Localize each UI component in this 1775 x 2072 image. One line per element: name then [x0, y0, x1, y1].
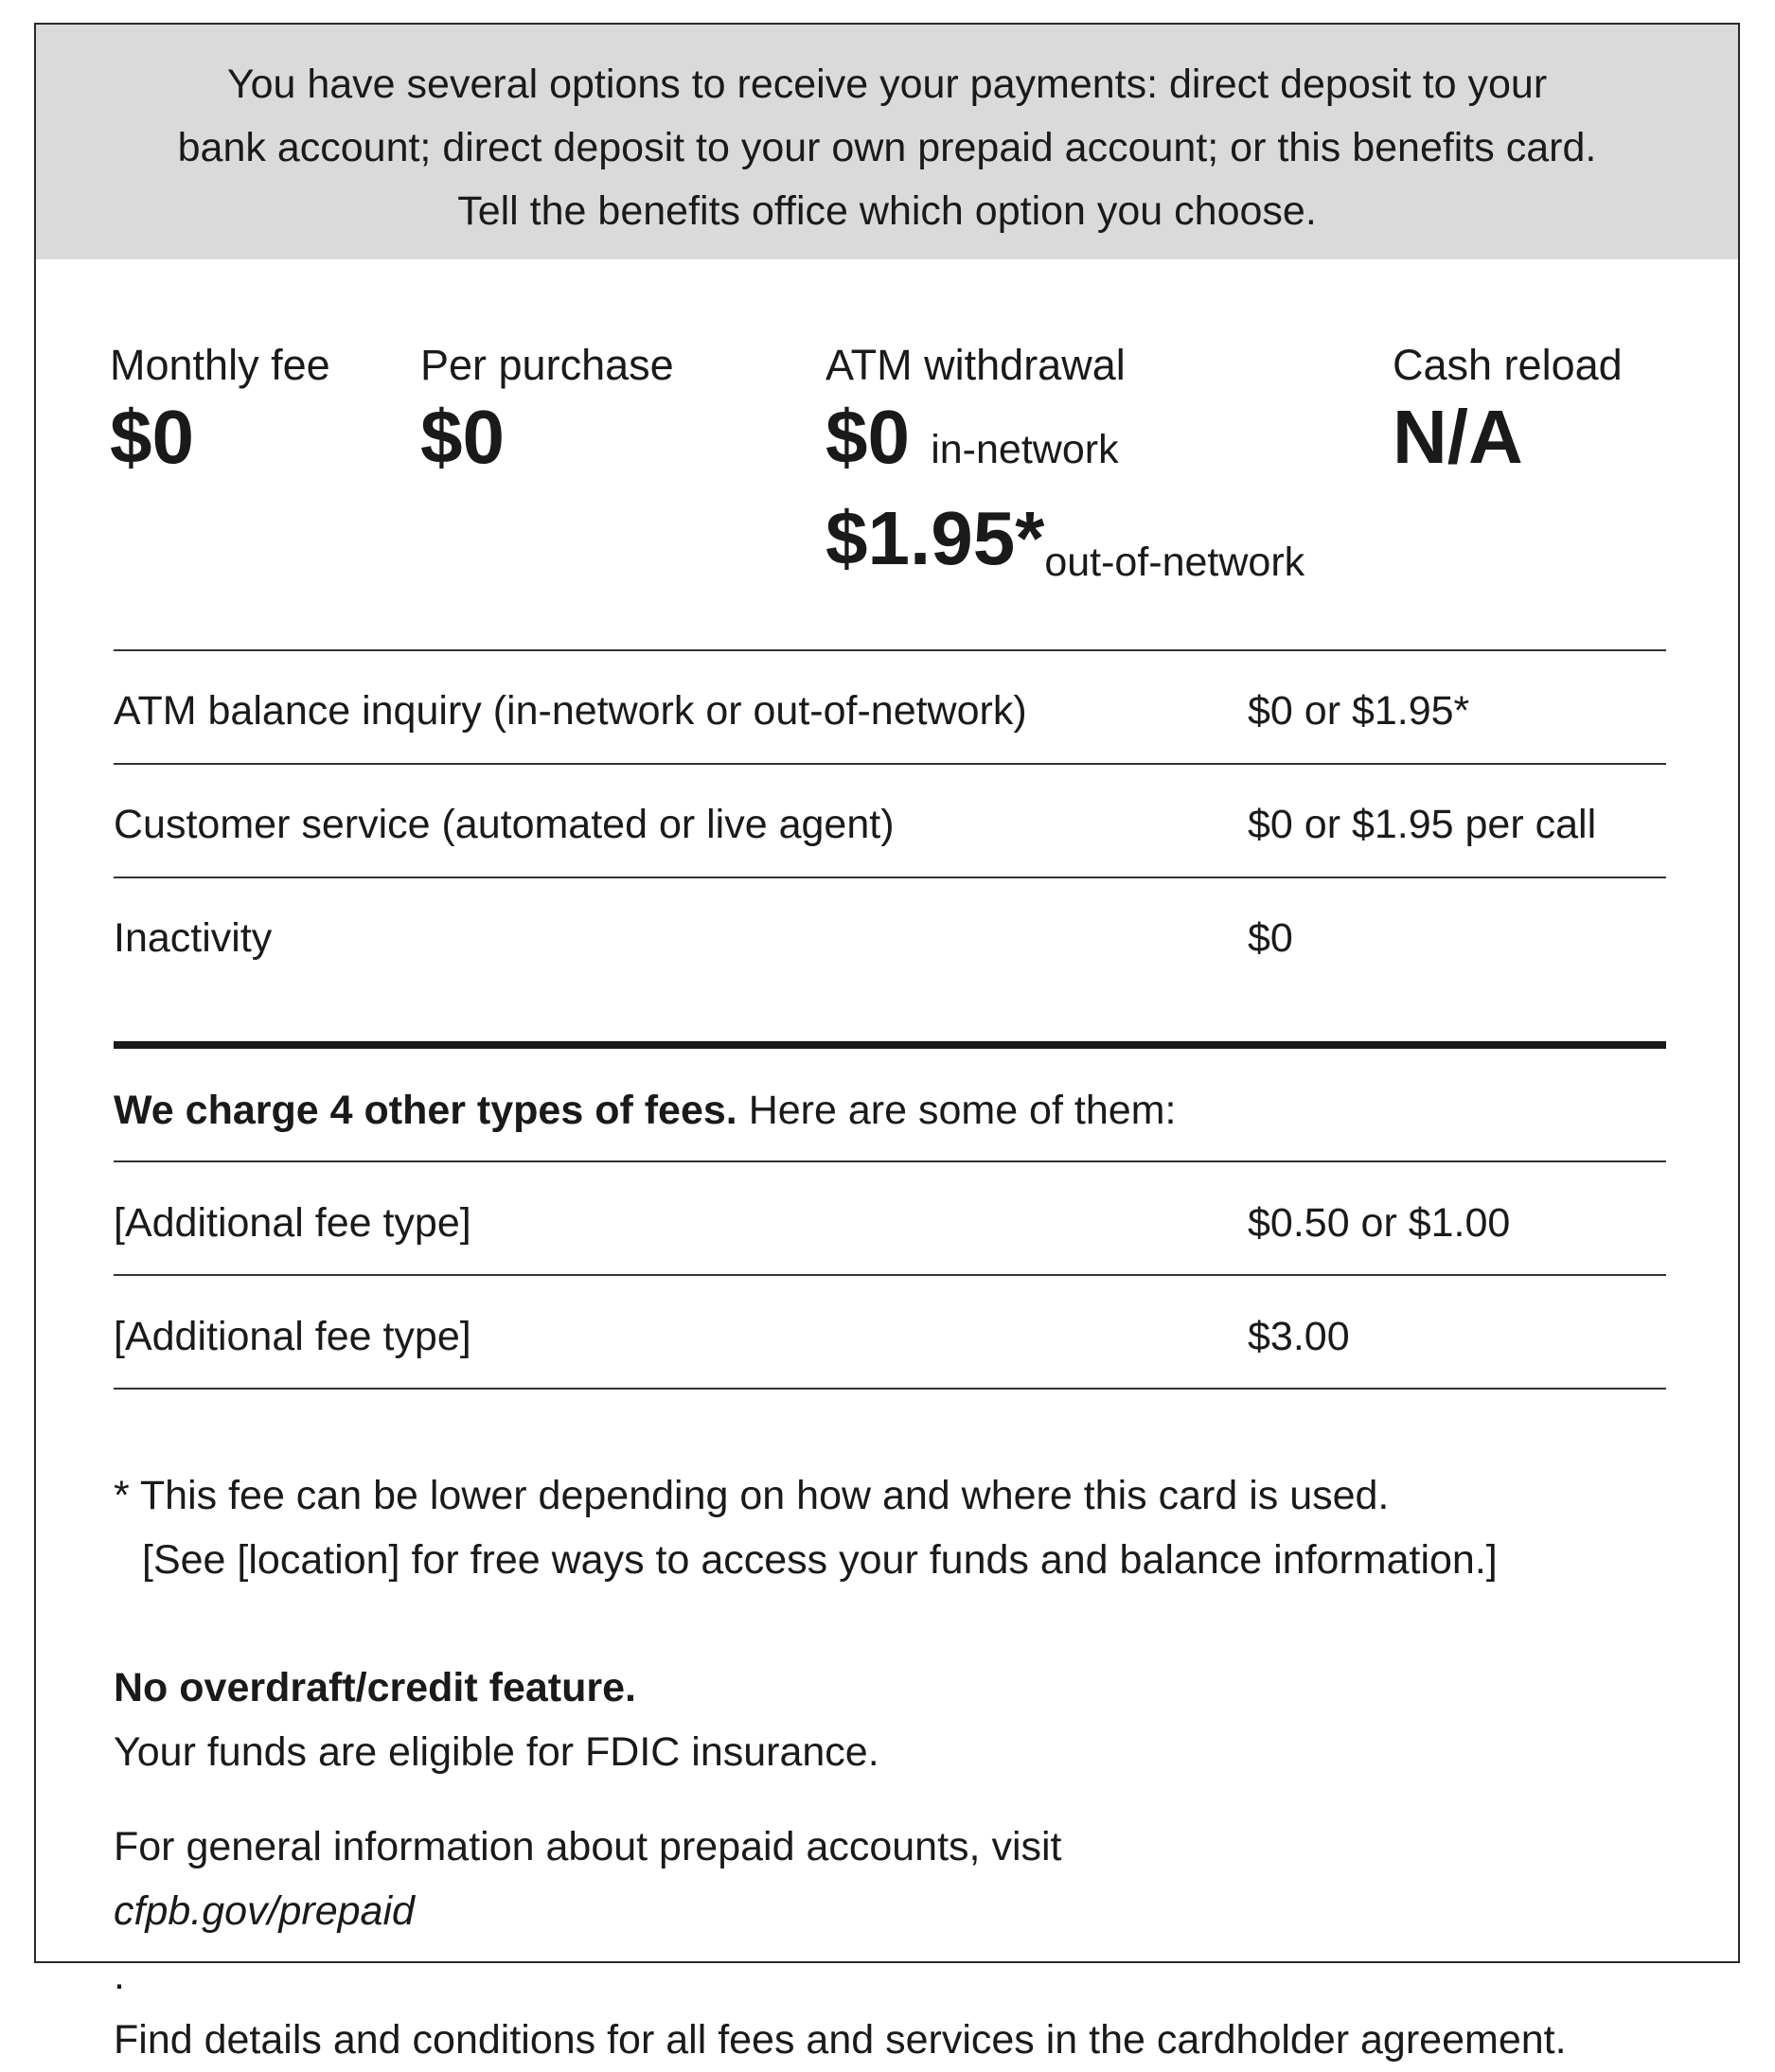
cfpb-prepaid-link[interactable]: cfpb.gov/prepaid: [114, 1888, 415, 1934]
banner-line-1: You have several options to receive your payments: direct deposit to your: [226, 62, 1548, 107]
other-fees-heading-rest: Here are some of them:: [748, 1088, 1177, 1133]
atm-withdrawal-summary: [825, 340, 1305, 593]
fee-amount: $0 or $1.95 per call: [1248, 802, 1597, 847]
atm-out-network-value: $1.95*: [825, 496, 1045, 580]
thick-divider: [114, 1041, 1666, 1049]
atm-in-network-value: $0: [825, 395, 910, 479]
fee-name: [Additional fee type]: [114, 1314, 471, 1359]
divider: [114, 649, 1666, 651]
general-info-note: [114, 1815, 1567, 2072]
fee-disclosure-box: [34, 23, 1740, 2063]
fee-name: ATM balance inquiry (in-network or out-of-network): [114, 688, 1027, 734]
footnote-line-1: * This fee can be lower depending on how and where this card is used.: [114, 1473, 1390, 1518]
per-purchase-summary: [420, 340, 674, 480]
cash-reload-value: N/A: [1393, 395, 1523, 479]
cash-reload-summary: [1393, 340, 1623, 480]
fee-amount: $3.00: [1248, 1314, 1350, 1359]
atm-out-network-label: out-of-network: [1044, 540, 1305, 585]
fee-amount: $0.50 or $1.00: [1248, 1200, 1511, 1246]
per-purchase-value: $0: [420, 395, 505, 479]
divider: [114, 1388, 1666, 1390]
monthly-fee-value: $0: [110, 395, 194, 479]
general-info-prefix: For general information about prepaid accounts, visit: [114, 1824, 1062, 1869]
fdic-text: Your funds are eligible for FDIC insurance.: [114, 1729, 879, 1775]
banner-line-2: bank account; direct deposit to your own prepaid account; or this benefits card.: [177, 125, 1597, 170]
per-purchase-label: Per purchase: [420, 341, 674, 389]
general-info-suffix: .: [114, 1953, 125, 1998]
overdraft-note: [114, 1656, 879, 1784]
overdraft-heading: No overdraft/credit feature.: [114, 1665, 636, 1710]
general-info-line-1: [114, 1815, 1567, 2008]
atm-in-network-label: in-network: [931, 427, 1119, 472]
fee-amount: $0 or $1.95*: [1248, 688, 1470, 734]
monthly-fee-summary: [110, 340, 330, 480]
divider: [114, 1160, 1666, 1162]
general-info-line-2: Find details and conditions for all fees and services in the cardholder agreement.: [114, 2017, 1567, 2063]
divider: [114, 877, 1666, 878]
fee-name: [Additional fee type]: [114, 1200, 471, 1246]
atm-withdrawal-out-network: [825, 496, 1305, 593]
divider: [114, 1274, 1666, 1276]
fee-amount: $0: [1248, 915, 1293, 961]
cash-reload-label: Cash reload: [1393, 341, 1623, 389]
other-fees-heading-bold: We charge 4 other types of fees.: [114, 1088, 737, 1133]
atm-withdrawal-in-network: [825, 395, 1305, 492]
payment-options-banner: [36, 25, 1738, 259]
fee-name: Customer service (automated or live agent): [114, 802, 895, 847]
footnote: [114, 1463, 1498, 1592]
banner-line-3: Tell the benefits office which option you choose.: [457, 188, 1317, 234]
divider: [114, 763, 1666, 765]
fee-name: Inactivity: [114, 915, 273, 961]
monthly-fee-label: Monthly fee: [110, 341, 330, 389]
atm-withdrawal-label: ATM withdrawal: [825, 341, 1126, 389]
footnote-line-2: [See [location] for free ways to access your funds and balance information.]: [142, 1537, 1498, 1583]
